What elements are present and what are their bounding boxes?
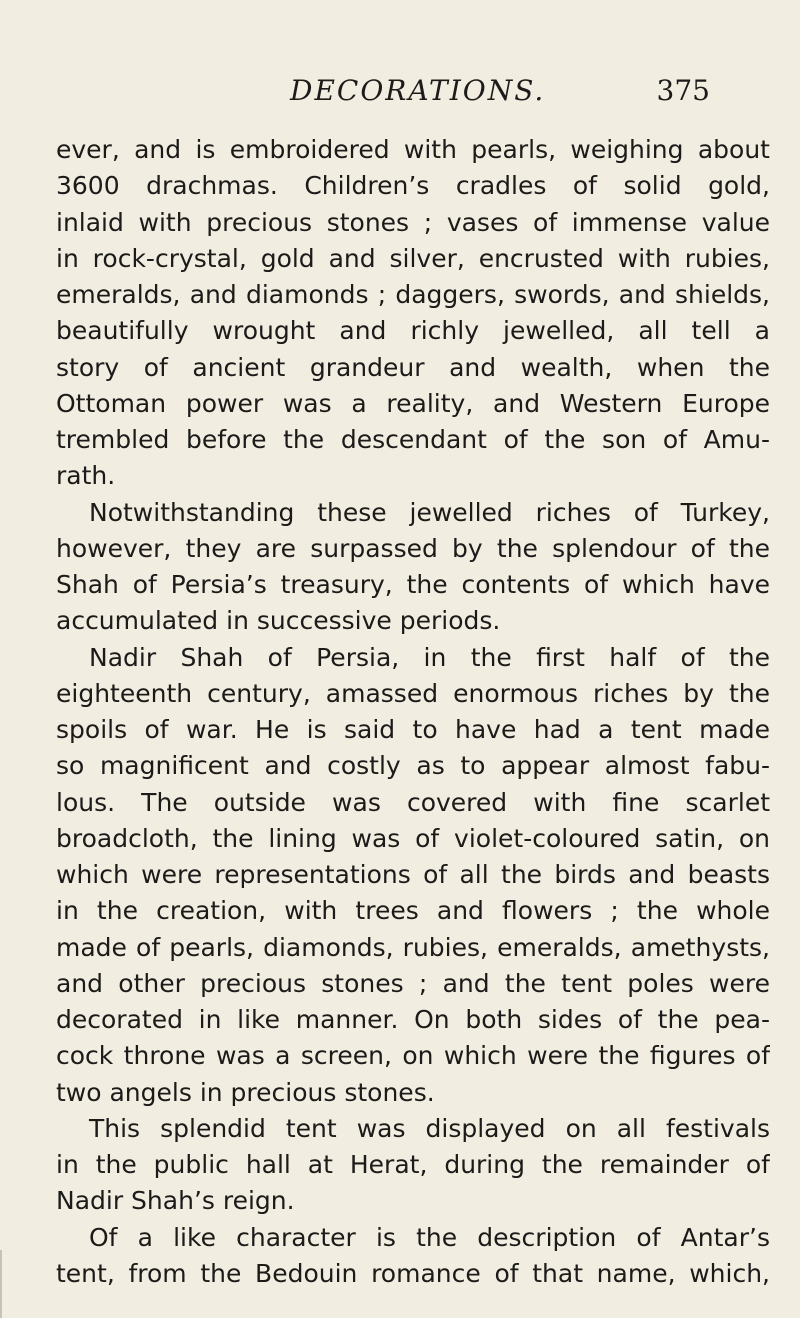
text-line: trembled before the descendant of the son of Amu- (56, 425, 770, 454)
text-line: story of ancient grandeur and wealth, when the (56, 352, 770, 382)
text-line: decorated in like manner. On both sides of the pea- (56, 1005, 770, 1034)
text-line: emeralds, and diamonds ; daggers, swords, and shields, (56, 280, 770, 309)
text-line: ever, and is embroidered with pearls, weighing about (56, 135, 770, 164)
text-line: Shah of Persia’s treasury, the contents of which have (56, 570, 770, 599)
text-line: 3600 drachmas. Children’s cradles of solid gold, (56, 171, 770, 201)
text-line: rath. (56, 461, 116, 491)
text-line: This splendid tent was displayed on all festivals (89, 1113, 770, 1143)
text-line: beautifully wrought and richly jewelled, all tell a (56, 316, 770, 346)
text-line: tent, from the Bedouin romance of that name, which, (56, 1258, 770, 1288)
page-edge-mark (0, 1250, 2, 1318)
text-line: accumulated in successive periods. (56, 606, 501, 636)
text-line: inlaid with precious stones ; vases of immense value (56, 207, 770, 237)
text-line: lous. The outside was covered with fine scarlet (56, 787, 770, 817)
running-title: DECORATIONS. (290, 74, 546, 107)
text-line: Of a like character is the description of Antar’s (89, 1222, 770, 1252)
text-line: eighteenth century, amassed enormous riches by the (56, 678, 770, 708)
text-line: two angels in precious stones. (56, 1077, 435, 1107)
running-head (260, 72, 710, 112)
text-line: in rock-crystal, gold and silver, encrusted with rubies, (56, 243, 770, 273)
text-line: spoils of war. He is said to have had a tent made (56, 715, 770, 744)
text-line: Nadir Shah’s reign. (56, 1186, 295, 1216)
body-text (56, 132, 770, 1292)
text-line: made of pearls, diamonds, rubies, emeralds, amethysts, (56, 932, 770, 962)
text-line: broadcloth, the lining was of violet-coloured satin, on (56, 823, 770, 853)
text-line: so magnificent and costly as to appear almost fabu- (56, 751, 770, 781)
text-line: Nadir Shah of Persia, in the first half of the (89, 642, 770, 672)
text-line: in the creation, with trees and flowers ; the whole (56, 896, 770, 926)
text-line: Ottoman power was a reality, and Western Europe (56, 388, 770, 418)
text-line: cock throne was a screen, on which were the figures of (56, 1041, 770, 1071)
page-number: 375 (656, 74, 710, 107)
text-line: in the public hall at Herat, during the remainder of (56, 1150, 770, 1179)
text-line: Notwithstanding these jewelled riches of Turkey, (89, 497, 770, 527)
text-line: and other precious stones ; and the tent poles were (56, 968, 770, 998)
text-line: however, they are surpassed by the splendour of the (56, 533, 770, 563)
text-line: which were representations of all the birds and beasts (56, 860, 770, 889)
